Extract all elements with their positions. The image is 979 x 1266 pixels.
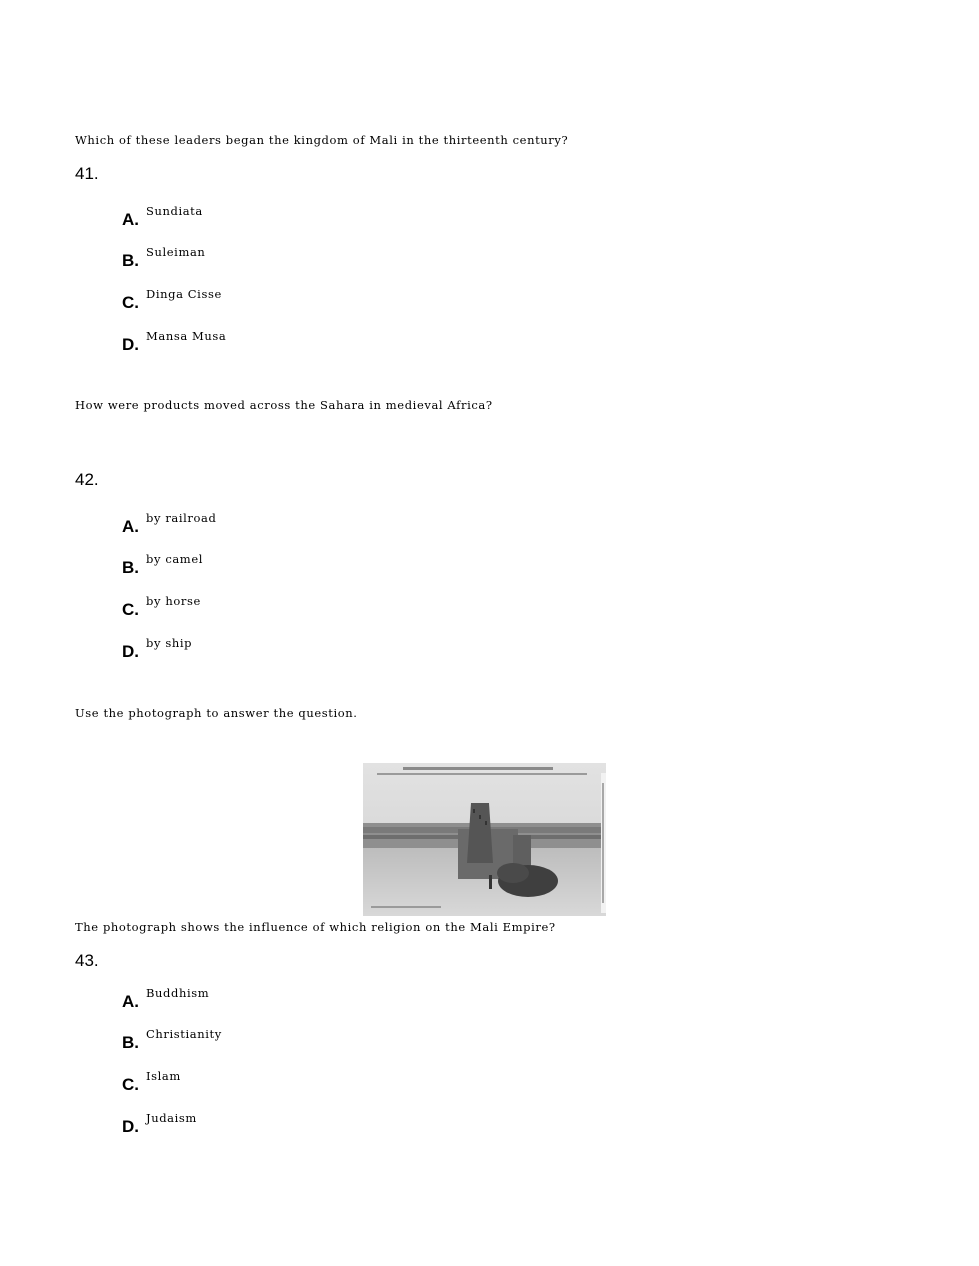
option-letter: D. [122,335,139,354]
question-42-number: 42. [75,470,99,489]
option-letter: D. [122,642,139,661]
option-text: by camel [146,552,203,566]
question-43-number: 43. [75,951,99,970]
option-text: Suleiman [146,245,206,259]
option-text: by ship [146,636,193,650]
question-43-intro: Use the photograph to answer the question. [75,706,358,720]
option-text: Buddhism [146,986,210,1000]
option-text: by horse [146,594,201,608]
option-letter: D. [122,1117,139,1136]
option-letter: C. [122,1075,139,1094]
option-letter: B. [122,1033,139,1052]
option-text: Sundiata [146,204,203,218]
question-43-prompt: The photograph shows the influence of which religion on the Mali Empire? [75,920,556,934]
option-letter: A. [122,517,139,536]
option-text: by railroad [146,511,217,525]
option-letter: A. [122,992,139,1011]
question-42-prompt: How were products moved across the Sahara in medieval Africa? [75,398,493,412]
option-letter: C. [122,600,139,619]
question-41-prompt: Which of these leaders began the kingdom of Mali in the thirteenth century? [75,133,569,147]
option-text: Mansa Musa [146,329,227,343]
question-41-number: 41. [75,164,99,183]
photo-image-icon [363,763,606,916]
option-text: Islam [146,1069,181,1083]
option-text: Judaism [146,1111,197,1125]
option-letter: A. [122,210,139,229]
mosque-photograph [363,763,606,916]
option-letter: C. [122,293,139,312]
option-letter: B. [122,558,139,577]
option-letter: B. [122,251,139,270]
option-text: Dinga Cisse [146,287,222,301]
option-text: Christianity [146,1027,222,1041]
